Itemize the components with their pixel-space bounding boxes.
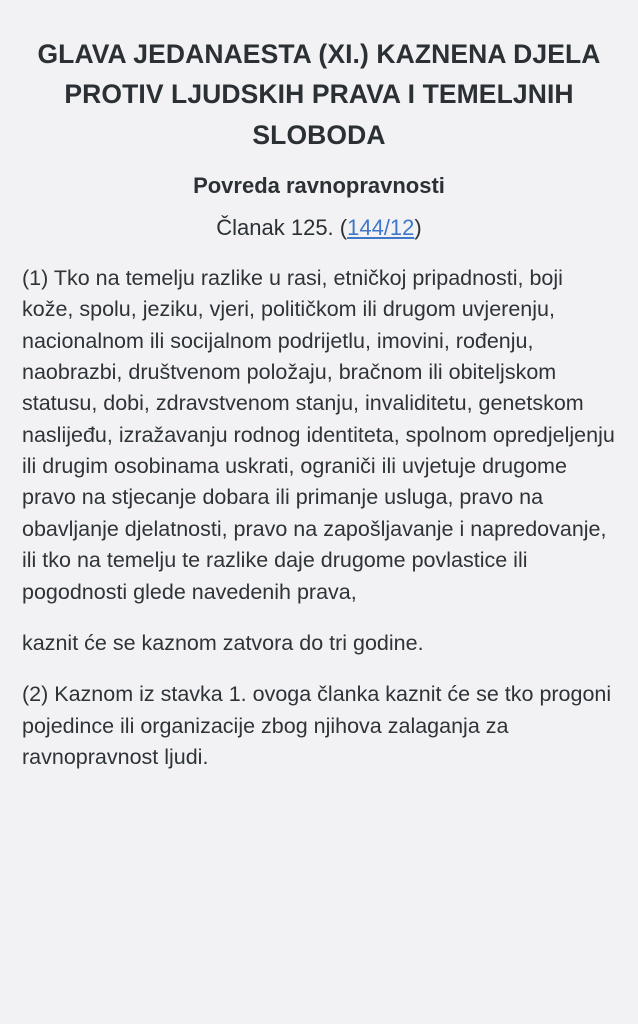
article-reference-link[interactable]: 144/12 — [347, 214, 415, 240]
paragraph-1: (1) Tko na temelju razlike u rasi, etničkoj pripadnosti, boji kože, spolu, jeziku, vjeri, političkom ili drugom uvjerenju, nacionalnom ili socijalnom podrijetlu, imovini, rođenju, naobrazbi, društvenom položaju, bračnom ili obiteljskom statusu, dobi, zdravstvenom stanju, invaliditetu, genetskom naslijeđu, izražavanju rodnog identiteta, spolnom opredjeljenju ili drugim osobinama uskrati, ograniči ili uvjetuje drugome pravo na stjecanje dobara ili primanje usluga, pravo na obavljanje djelatnosti, pravo na zapošljavanje i napredovanje, ili tko na temelju te razlike daje drugome povlastice ili pogodnosti glede navedenih prava, — [22, 265, 615, 604]
page-title: GLAVA JEDANAESTA (XI.) KAZNENA DJELA PROTIV LJUDSKIH PRAVA I TEMELJNIH SLOBODA — [37, 39, 601, 150]
article-number-prefix: Članak 125. ( — [216, 214, 348, 240]
article-number — [22, 215, 616, 241]
paragraph-2: (2) Kaznom iz stavka 1. ovoga članka kaznit će se tko progoni pojedince ili organizacije zbog njihova zalaganja za ravnopravnost ljudi. — [22, 682, 612, 770]
section-subtitle: Povreda ravnopravnosti — [193, 172, 445, 198]
article-number-suffix: ) — [414, 214, 422, 240]
paragraph-penalty: kaznit će se kaznom zatvora do tri godine. — [22, 630, 424, 655]
